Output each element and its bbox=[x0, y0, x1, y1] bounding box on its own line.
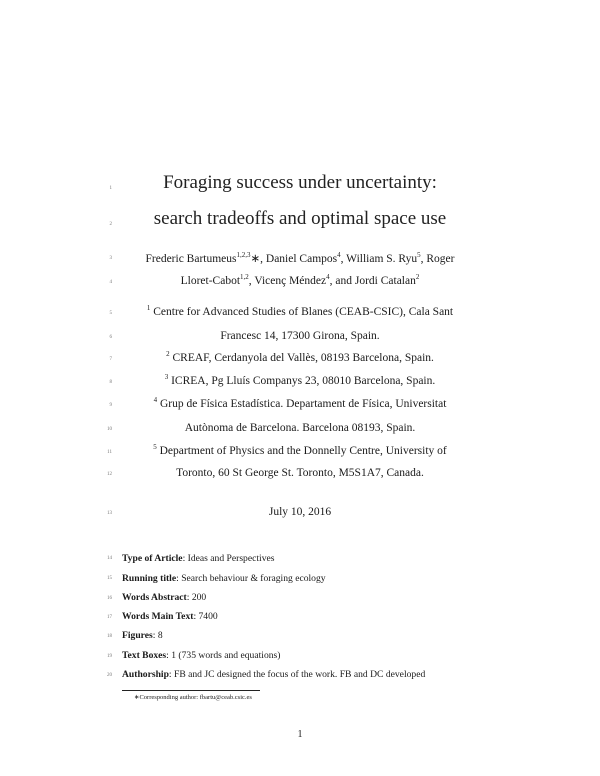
line-number: 10 bbox=[107, 427, 112, 432]
meta-label: Running title bbox=[122, 573, 177, 584]
line-number: 7 bbox=[109, 357, 112, 362]
meta-figures bbox=[122, 630, 163, 641]
author-name: Daniel Campos bbox=[265, 253, 338, 265]
author-name: William S. Ryu bbox=[346, 253, 418, 265]
footnote-corresponding-author: ∗Corresponding author: fbartu@ceab.csic.es bbox=[134, 694, 252, 701]
author-separator: , bbox=[340, 253, 347, 265]
meta-label: Type of Article bbox=[122, 553, 183, 564]
line-number: 9 bbox=[109, 403, 112, 408]
author-name: Frederic Bartumeus bbox=[145, 253, 237, 265]
affiliation-number: 2 bbox=[166, 350, 170, 358]
author-name: Lloret-Cabot bbox=[180, 275, 241, 287]
affiliation-text: CREAF, Cerdanyola del Vallès, 08193 Barcelona, Spain. bbox=[172, 352, 434, 364]
line-number: 2 bbox=[109, 222, 112, 227]
line-number: 6 bbox=[109, 335, 112, 340]
meta-words-main-text bbox=[122, 611, 218, 622]
affiliation-4-line-2: Autònoma de Barcelona. Barcelona 08193, Spain. bbox=[184, 422, 416, 434]
affiliation-text: Grup de Física Estadística. Departament de Física, Universitat bbox=[159, 398, 447, 410]
meta-value: : 8 bbox=[152, 630, 163, 641]
line-number: 17 bbox=[107, 615, 112, 620]
affiliation-number: 5 bbox=[153, 443, 157, 451]
author-separator: , and bbox=[329, 275, 355, 287]
affiliation-1-line-2: Francesc 14, 17300 Girona, Spain. bbox=[220, 330, 380, 342]
affiliation-4-line-1 bbox=[120, 398, 480, 410]
affiliation-1-line-1 bbox=[120, 306, 480, 318]
meta-text-boxes bbox=[122, 650, 280, 661]
meta-label: Figures bbox=[122, 630, 153, 641]
line-number: 3 bbox=[109, 256, 112, 261]
author-line-2 bbox=[120, 275, 480, 287]
line-number: 16 bbox=[107, 596, 112, 601]
line-number: 19 bbox=[107, 654, 112, 659]
affiliation-3 bbox=[120, 375, 480, 387]
line-number: 20 bbox=[107, 673, 112, 678]
meta-running-title bbox=[122, 573, 326, 584]
line-number: 18 bbox=[107, 634, 112, 639]
author-affiliation-sup: 2 bbox=[415, 273, 420, 281]
affiliation-5-line-2: Toronto, 60 St George St. Toronto, M5S1A7, Canada. bbox=[176, 467, 424, 479]
affiliation-text: Department of Physics and the Donnelly Centre, University of bbox=[159, 445, 447, 457]
page-number: 1 bbox=[297, 729, 303, 740]
line-number: 8 bbox=[109, 380, 112, 385]
meta-value: : 1 (735 words and equations) bbox=[166, 650, 281, 661]
author-affiliation-sup: 4 bbox=[337, 251, 341, 259]
author-affiliation-sup: 4 bbox=[326, 273, 330, 281]
author-affiliation-sup: 5 bbox=[417, 251, 421, 259]
line-number: 14 bbox=[107, 556, 112, 561]
meta-label: Text Boxes bbox=[122, 650, 167, 661]
meta-value: : 200 bbox=[186, 592, 207, 603]
meta-label: Words Abstract bbox=[122, 592, 187, 603]
meta-value: : 7400 bbox=[193, 611, 218, 622]
affiliation-text: ICREA, Pg Lluís Companys 23, 08010 Barcelona, Spain. bbox=[171, 375, 436, 387]
line-number: 5 bbox=[109, 311, 112, 316]
affiliation-5-line-1 bbox=[120, 445, 480, 457]
author-separator: , Roger bbox=[420, 253, 455, 265]
line-number: 13 bbox=[107, 511, 112, 516]
author-name: Jordi Catalan bbox=[354, 275, 416, 287]
line-number: 1 bbox=[109, 186, 112, 191]
author-line-1 bbox=[120, 251, 480, 265]
affiliation-number: 4 bbox=[153, 396, 158, 404]
author-separator: ∗, bbox=[250, 253, 266, 265]
meta-words-abstract bbox=[122, 592, 206, 603]
affiliation-text: Centre for Advanced Studies of Blanes (CEAB-CSIC), Cala Sant bbox=[153, 306, 454, 318]
paper-title-line-1: Foraging success under uncertainty: bbox=[163, 172, 437, 193]
meta-value: : FB and JC designed the focus of the work. FB and DC developed bbox=[168, 669, 426, 680]
affiliation-number: 1 bbox=[146, 304, 151, 312]
author-separator: , bbox=[248, 275, 255, 287]
meta-value: : Ideas and Perspectives bbox=[182, 553, 275, 564]
publication-date: July 10, 2016 bbox=[268, 506, 332, 518]
author-name: Vicenç Méndez bbox=[254, 275, 327, 287]
author-affiliation-sup: 1,2 bbox=[240, 273, 249, 281]
meta-label: Authorship bbox=[122, 669, 169, 680]
meta-value: : Search behaviour & foraging ecology bbox=[176, 573, 326, 584]
line-number: 11 bbox=[107, 450, 112, 455]
footnote-rule bbox=[122, 690, 260, 691]
meta-type-of-article bbox=[122, 553, 275, 564]
paper-title-line-2: search tradeoffs and optimal space use bbox=[153, 208, 447, 229]
line-number: 12 bbox=[107, 472, 112, 477]
affiliation-number: 3 bbox=[164, 373, 169, 381]
meta-label: Words Main Text bbox=[122, 611, 194, 622]
line-number: 4 bbox=[109, 280, 112, 285]
meta-authorship bbox=[122, 669, 425, 680]
author-affiliation-sup: 1,2,3 bbox=[236, 251, 251, 259]
line-number: 15 bbox=[107, 576, 112, 581]
affiliation-2 bbox=[120, 352, 480, 364]
